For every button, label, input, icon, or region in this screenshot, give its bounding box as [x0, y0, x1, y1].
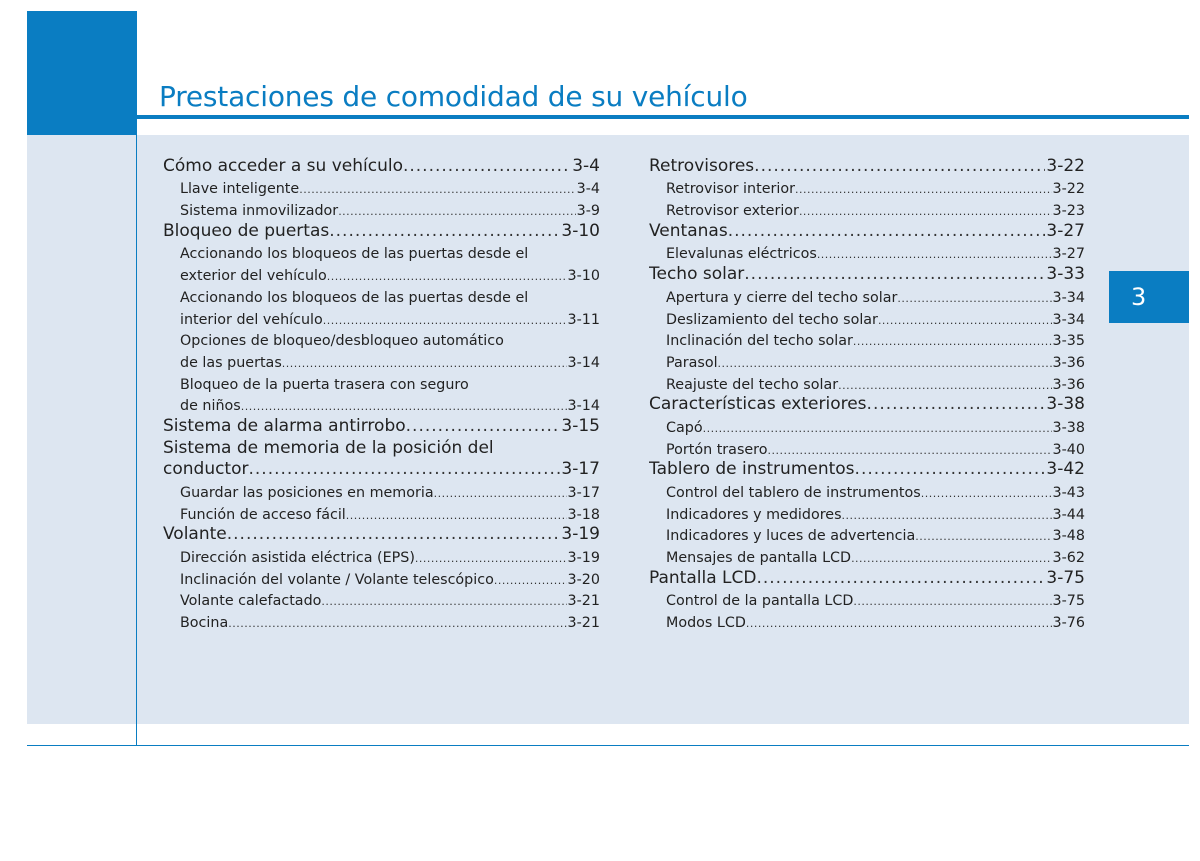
toc-page-number: 3-76: [1052, 615, 1085, 632]
toc-subsection-entry[interactable]: [649, 349, 1085, 371]
toc-subsection-entry[interactable]: [649, 501, 1085, 523]
toc-subsection-entry[interactable]: [163, 349, 600, 371]
toc-dot-leader: [897, 290, 1051, 306]
toc-dot-leader: [346, 507, 567, 523]
toc-page-number: 3-42: [1046, 459, 1085, 480]
toc-entry-title: Volante: [163, 524, 227, 545]
toc-page-number: 3-40: [1052, 441, 1085, 458]
toc-page-number: 3-21: [567, 615, 600, 632]
toc-subsection-entry[interactable]: [649, 436, 1085, 458]
toc-section-entry[interactable]: [649, 262, 1085, 284]
toc-page-number: 3-75: [1046, 567, 1085, 588]
toc-column-right: [649, 154, 1085, 631]
toc-entry-title: exterior del vehículo: [180, 268, 327, 285]
toc-page-number: 3-38: [1052, 419, 1085, 436]
toc-dot-leader: [842, 507, 1052, 523]
toc-section-entry[interactable]: [163, 219, 600, 241]
toc-dot-leader: [853, 593, 1051, 609]
toc-entry-title: Control del tablero de instrumentos: [666, 485, 921, 501]
toc-dot-leader: [321, 593, 566, 609]
toc-dot-leader: [329, 221, 560, 241]
toc-dot-leader: [241, 398, 567, 414]
toc-section-entry[interactable]: [649, 154, 1085, 176]
toc-dot-leader: [718, 355, 1052, 371]
toc-section-entry[interactable]: [163, 154, 600, 176]
toc-dot-leader: [878, 312, 1052, 328]
page-title: Prestaciones de comodidad de su vehículo: [159, 80, 748, 113]
toc-dot-leader: [403, 156, 571, 176]
toc-dot-leader: [415, 550, 567, 566]
toc-dot-leader: [915, 528, 1051, 544]
toc-page-number: 3-35: [1052, 333, 1085, 350]
toc-page-number: 3-36: [1052, 376, 1085, 393]
toc-entry-title: Pantalla LCD: [649, 567, 757, 588]
toc-section-entry[interactable]: [649, 393, 1085, 415]
chapter-header-block: [27, 11, 137, 135]
toc-page-number: 3-27: [1046, 220, 1085, 241]
toc-subsection-entry[interactable]: [163, 176, 600, 198]
toc-entry-title: Retrovisor exterior: [666, 203, 799, 220]
toc-entry-title: Indicadores y medidores: [666, 506, 842, 523]
toc-dot-leader: [921, 485, 1052, 501]
toc-page-number: 3-34: [1052, 311, 1085, 328]
toc-page-number: 3-22: [1046, 155, 1085, 176]
toc-page-number: 3-34: [1052, 289, 1085, 306]
toc-subsection-entry[interactable]: [649, 544, 1085, 566]
toc-dot-leader: [323, 312, 567, 328]
toc-entry-title: Cómo acceder a su vehículo: [163, 155, 403, 176]
toc-page-number: 3-11: [567, 311, 600, 328]
toc-subsection-entry[interactable]: [649, 371, 1085, 393]
toc-subsection-entry[interactable]: [649, 414, 1085, 436]
toc-dot-leader: [406, 416, 561, 436]
toc-subsection-entry[interactable]: [163, 501, 600, 523]
toc-entry-title: Volante calefactado: [180, 593, 322, 610]
toc-entry-title: Capó: [666, 419, 703, 436]
toc-entry-title: Portón trasero: [666, 441, 768, 458]
toc-page-number: 3-62: [1052, 550, 1085, 567]
toc-entry-title: Sistema de alarma antirrobo: [163, 415, 406, 436]
toc-page-number: 3-14: [567, 354, 600, 371]
toc-entry-title: Bloqueo de puertas: [163, 220, 330, 241]
toc-entry-title: Características exteriores: [649, 394, 867, 415]
toc-page-number: 3-9: [576, 203, 600, 220]
toc-entry-title: Llave inteligente: [180, 181, 300, 198]
toc-section-entry[interactable]: [163, 523, 600, 545]
toc-entry-title: Mensajes de pantalla LCD: [666, 550, 852, 567]
toc-page-number: 3-19: [561, 524, 600, 545]
toc-subsection-entry[interactable]: [163, 544, 600, 566]
toc-entry-line: Bloqueo de la puerta trasera con seguro: [180, 376, 469, 393]
toc-page-number: 3-18: [567, 506, 600, 523]
toc-page-number: 3-14: [567, 398, 600, 415]
toc-dot-leader: [768, 442, 1052, 458]
toc-section-entry[interactable]: [649, 458, 1085, 480]
toc-dot-leader: [817, 246, 1052, 262]
toc-page-number: 3-10: [567, 268, 600, 285]
toc-dot-leader: [746, 615, 1052, 631]
toc-subsection-entry[interactable]: [163, 566, 600, 588]
toc-entry-title: Ventanas: [649, 220, 728, 241]
toc-subsection-entry[interactable]: [649, 241, 1085, 263]
toc-entry-title: conductor: [163, 459, 249, 480]
toc-page-number: 3-23: [1052, 203, 1085, 220]
toc-entry-title: Inclinación del techo solar: [666, 333, 853, 350]
toc-dot-leader: [851, 550, 1051, 566]
toc-page-number: 3-4: [572, 155, 600, 176]
toc-page-number: 3-19: [567, 550, 600, 567]
toc-entry-title: Parasol: [666, 354, 718, 371]
toc-entry-title: Indicadores y luces de advertencia: [666, 528, 916, 545]
toc-dot-leader: [744, 264, 1045, 284]
toc-dot-leader: [249, 459, 561, 479]
toc-page-number: 3-48: [1052, 528, 1085, 545]
toc-entry-title: Retrovisor interior: [666, 181, 795, 198]
toc-page-number: 3-38: [1046, 394, 1085, 415]
toc-entry-title: Apertura y cierre del techo solar: [666, 289, 898, 306]
toc-page-number: 3-22: [1052, 181, 1085, 198]
toc-entry-line: Opciones de bloqueo/desbloqueo automático: [180, 333, 504, 350]
toc-entry-title: Modos LCD: [666, 615, 746, 632]
toc-section-entry[interactable]: [163, 458, 600, 480]
toc-entry-title: Reajuste del techo solar: [666, 376, 839, 393]
toc-subsection-entry[interactable]: [163, 609, 600, 631]
toc-subsection-entry[interactable]: [649, 197, 1085, 219]
toc-subsection-entry[interactable]: [649, 284, 1085, 306]
toc-subsection-entry[interactable]: [163, 262, 600, 284]
toc-entry-line: Sistema de memoria de la posición del: [163, 437, 494, 458]
toc-dot-leader: [795, 181, 1052, 197]
toc-dot-leader: [299, 181, 575, 197]
toc-subsection-entry[interactable]: [163, 588, 600, 610]
toc-page-number: 3-4: [576, 181, 600, 198]
toc-subsection-entry[interactable]: [649, 588, 1085, 610]
toc-dot-leader: [703, 420, 1052, 436]
toc-dot-leader: [728, 221, 1046, 241]
toc-entry-title: Techo solar: [649, 264, 745, 285]
title-rule: [137, 115, 1189, 119]
toc-entry-title: Deslizamiento del techo solar: [666, 311, 878, 328]
toc-page-number: 3-10: [561, 220, 600, 241]
toc-dot-leader: [227, 524, 561, 544]
toc-subsection-entry[interactable]: [163, 479, 600, 501]
toc-subsection-entry[interactable]: [163, 393, 600, 415]
toc-subsection-entry[interactable]: [649, 328, 1085, 350]
toc-subsection-entry[interactable]: [649, 306, 1085, 328]
toc-dot-leader: [494, 572, 567, 588]
toc-dot-leader: [754, 156, 1045, 176]
toc-page-number: 3-33: [1046, 264, 1085, 285]
toc-dot-leader: [327, 268, 567, 284]
toc-page-number: 3-21: [567, 593, 600, 610]
toc-dot-leader: [853, 333, 1052, 349]
toc-dot-leader: [756, 568, 1045, 588]
toc-section-entry[interactable]: [163, 414, 600, 436]
toc-dot-leader: [799, 203, 1052, 219]
toc-column-left: [163, 154, 600, 631]
toc-dot-leader: [228, 615, 566, 631]
toc-dot-leader: [434, 485, 567, 501]
toc-entry-title: Inclinación del volante / Volante telescópico: [180, 571, 494, 588]
toc-entry-line: Accionando los bloqueos de las puertas desde el: [180, 246, 529, 263]
toc-entry-title: Retrovisores: [649, 155, 755, 176]
toc-entry-title: Control de la pantalla LCD: [666, 593, 854, 610]
toc-page-number: 3-15: [561, 415, 600, 436]
toc-page-number: 3-17: [561, 459, 600, 480]
chapter-tab[interactable]: 3: [1109, 271, 1189, 323]
toc-section-entry[interactable]: [649, 219, 1085, 241]
toc-entry-title: Función de acceso fácil: [180, 506, 346, 523]
toc-subsection-entry[interactable]: [649, 176, 1085, 198]
toc-page-number: 3-20: [567, 571, 600, 588]
toc-entry-title: interior del vehículo: [180, 311, 323, 328]
toc-dot-leader: [282, 355, 567, 371]
margin-rule: [136, 135, 137, 746]
toc-page-number: 3-43: [1052, 485, 1085, 501]
toc-page-number: 3-75: [1052, 593, 1085, 610]
toc-entry-title: de las puertas: [180, 354, 282, 371]
toc-page-number: 3-44: [1052, 506, 1085, 523]
toc-dot-leader: [855, 459, 1046, 479]
toc-dot-leader: [838, 377, 1051, 393]
bottom-rule: [27, 745, 1189, 746]
toc-page-number: 3-36: [1052, 354, 1085, 371]
toc-subsection-entry[interactable]: [649, 523, 1085, 545]
toc-entry-title: Dirección asistida eléctrica (EPS): [180, 550, 415, 567]
toc-entry-title: de niños: [180, 398, 241, 415]
toc-entry-title: Tablero de instrumentos: [649, 459, 855, 480]
toc-entry-title: Elevalunas eléctricos: [666, 246, 817, 263]
toc-entry-title: Sistema inmovilizador: [180, 203, 339, 220]
toc-entry-title: Bocina: [180, 615, 229, 632]
toc-entry-title: Guardar las posiciones en memoria: [180, 485, 434, 501]
toc-dot-leader: [338, 203, 575, 219]
toc-subsection-entry[interactable]: [163, 197, 600, 219]
toc-subsection-entry[interactable]: [163, 306, 600, 328]
toc-entry-line: Accionando los bloqueos de las puertas desde el: [180, 289, 529, 306]
toc-page-number: 3-27: [1052, 246, 1085, 263]
toc-subsection-entry[interactable]: [649, 479, 1085, 501]
toc-section-entry[interactable]: [649, 566, 1085, 588]
toc-subsection-entry[interactable]: [649, 609, 1085, 631]
toc-page-number: 3-17: [567, 485, 600, 501]
toc-dot-leader: [867, 394, 1046, 414]
